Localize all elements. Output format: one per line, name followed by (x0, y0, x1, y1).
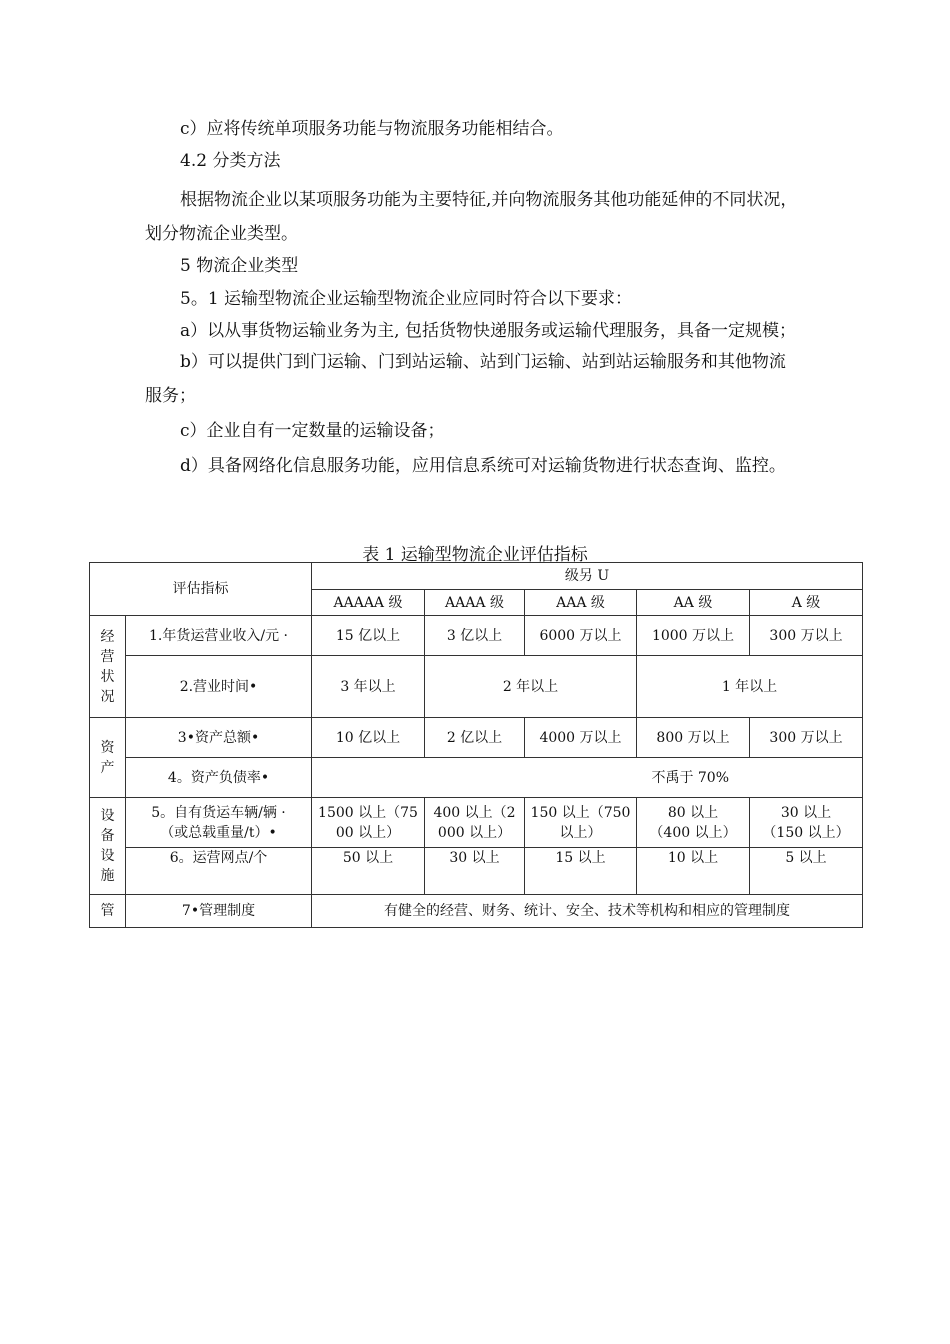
row6-aa: 10 以上 (637, 848, 750, 895)
row2-aaaaa: 3 年以上 (312, 656, 425, 718)
row1-label: 1.年货运营业收入/元 · (126, 616, 312, 656)
row3-aaaa: 2 亿以上 (425, 718, 525, 758)
row3-aa: 800 万以上 (637, 718, 750, 758)
section-5-1-heading: 5。1 运输型物流企业运输型物流企业应同时符合以下要求： (180, 289, 633, 309)
requirement-c: c）企业自有一定数量的运输设备； (180, 421, 445, 441)
table-row (90, 616, 863, 656)
grade-aaaa: AAAA 级 (425, 590, 525, 616)
row5-label: 5。自有货运车辆/辆 · （或总载重量/t）• (126, 798, 312, 848)
row2-aa-a: 1 年以上 (637, 656, 863, 718)
section-5-heading: 5 物流企业类型 (180, 256, 299, 276)
row5-aaa: 150 以上（750 以上） (525, 798, 637, 848)
requirement-d: d）具备网络化信息服务功能，应用信息系统可对运输货物进行状态查询、监控。 (180, 456, 786, 476)
row3-label: 3•资产总额• (126, 718, 312, 758)
row3-aaa: 4000 万以上 (525, 718, 637, 758)
grade-aaaaa: AAAAA 级 (312, 590, 425, 616)
category-management: 管 (90, 895, 126, 928)
header-indicator: 评估指标 (90, 563, 312, 616)
row3-a: 300 万以上 (750, 718, 863, 758)
table-row (90, 848, 863, 895)
table-row (90, 798, 863, 848)
row2-aaaa-aaa: 2 年以上 (425, 656, 637, 718)
row2-label: 2.营业时间• (126, 656, 312, 718)
table-row (90, 718, 863, 758)
table-row (90, 758, 863, 798)
row3-aaaaa: 10 亿以上 (312, 718, 425, 758)
row5-aaaa: 400 以上（2 000 以上） (425, 798, 525, 848)
category-equipment: 设 备 设 施 (90, 798, 126, 895)
row6-label: 6。运营网点/个 (126, 848, 312, 895)
table-row (90, 656, 863, 718)
grade-aaa: AAA 级 (525, 590, 637, 616)
row6-a: 5 以上 (750, 848, 863, 895)
row5-a: 30 以上 （150 以上） (750, 798, 863, 848)
row1-a: 300 万以上 (750, 616, 863, 656)
row1-aaaa: 3 亿以上 (425, 616, 525, 656)
row7-label: 7•管理制度 (126, 895, 312, 928)
category-operation: 经 营 状 况 (90, 616, 126, 718)
table-header-row (90, 563, 863, 590)
row6-aaaa: 30 以上 (425, 848, 525, 895)
row5-aa: 80 以上 （400 以上） (637, 798, 750, 848)
row1-aaa: 6000 万以上 (525, 616, 637, 656)
requirement-b-line1: b）可以提供门到门运输、门到站运输、站到门运输、站到站运输服务和其他物流 (180, 352, 786, 372)
row6-aaaaa: 50 以上 (312, 848, 425, 895)
row1-aaaaa: 15 亿以上 (312, 616, 425, 656)
row5-aaaaa: 1500 以上（75 00 以上） (312, 798, 425, 848)
table-row (90, 895, 863, 928)
row4-label: 4。资产负债率• (126, 758, 312, 798)
grade-aa: AA 级 (637, 590, 750, 616)
section-4-2-heading: 4.2 分类方法 (180, 151, 281, 171)
row1-aa: 1000 万以上 (637, 616, 750, 656)
row4-value: 不禹于 70% (312, 758, 863, 798)
evaluation-table (89, 562, 863, 928)
clause-c-combine: c）应将传统单项服务功能与物流服务功能相结合。 (180, 119, 564, 139)
classification-paragraph-line2: 划分物流企业类型。 (145, 224, 298, 244)
grade-a: A 级 (750, 590, 863, 616)
classification-paragraph-line1: 根据物流企业以某项服务功能为主要特征,并向物流服务其他功能延伸的不同状况， (180, 190, 798, 210)
table-caption: 表 1 运输型物流企业评估指标 (362, 545, 588, 565)
requirement-a: a）以从事货物运输业务为主, 包括货物快递服务或运输代理服务，具备一定规模； (180, 321, 796, 341)
requirement-b-line2: 服务； (145, 386, 196, 406)
category-assets: 资 产 (90, 718, 126, 798)
row7-value: 有健全的经营、财务、统计、安全、技术等机构和相应的管理制度 (312, 895, 863, 928)
header-grade: 级另 U (312, 563, 863, 590)
row6-aaa: 15 以上 (525, 848, 637, 895)
